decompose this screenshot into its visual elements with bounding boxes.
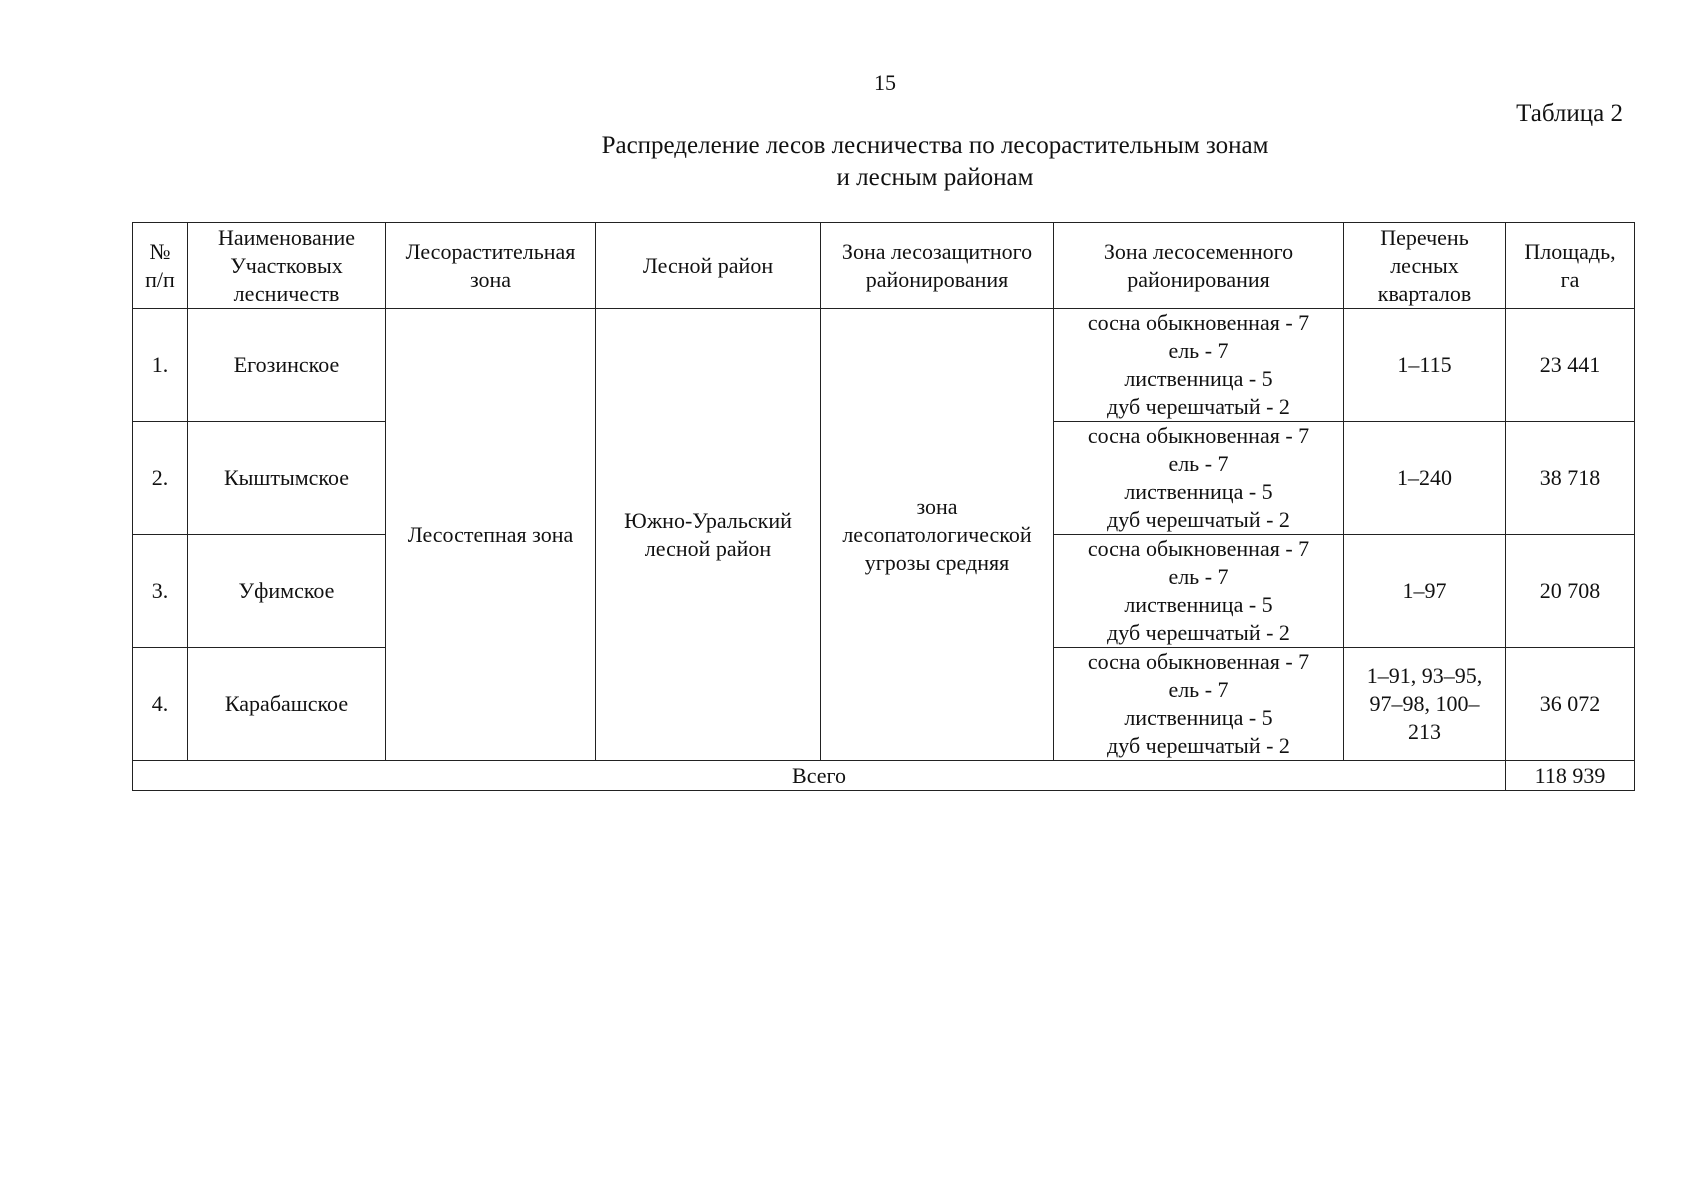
table-title-line-2: и лесным районам [836, 164, 1034, 191]
cell-area: 36 072 [1506, 648, 1635, 761]
seed-line: сосна обыкновенная - 7 [1087, 649, 1310, 674]
table-label: Таблица 2 [1516, 100, 1623, 127]
header-text: Площадь, [1524, 238, 1616, 264]
header-text: Зона лесосеменного [1103, 238, 1294, 264]
cell-name: Егозинское [188, 309, 386, 422]
seed-line: ель - 7 [1168, 338, 1229, 363]
header-veg-zone [386, 223, 596, 309]
cell-text: Лесостепная зона [407, 521, 574, 547]
header-text: Участковых [230, 252, 343, 278]
cell-num: 3. [133, 535, 188, 648]
header-seed-zone [1054, 223, 1344, 309]
header-text: № [149, 238, 171, 264]
cell-text: лесной район [644, 535, 772, 561]
cell-num: 4. [133, 648, 188, 761]
total-row [133, 761, 1635, 791]
header-text: Лесорастительная [405, 238, 576, 264]
header-num [133, 223, 188, 309]
cell-text: лесопатологической [842, 521, 1032, 547]
cell-area: 20 708 [1506, 535, 1635, 648]
header-text: Лесной район [642, 252, 774, 278]
quarters-line: 97–98, 100– [1369, 691, 1480, 716]
header-row [133, 223, 1635, 309]
page-number: 15 [874, 70, 896, 95]
cell-seed-zone [1054, 422, 1344, 535]
header-text: га [1560, 266, 1580, 292]
seed-line: сосна обыкновенная - 7 [1087, 423, 1310, 448]
table-title-line-1: Распределение лесов лесничества по лесорастительным зонам [601, 132, 1269, 159]
header-text: Зона лесозащитного [841, 238, 1033, 264]
header-quarters [1344, 223, 1506, 309]
header-area [1506, 223, 1635, 309]
cell-name: Кыштымское [188, 422, 386, 535]
cell-area: 23 441 [1506, 309, 1635, 422]
header-text: Перечень [1380, 224, 1469, 250]
seed-line: дуб черешчатый - 2 [1107, 507, 1290, 532]
header-text: п/п [145, 266, 175, 292]
quarters-line: 1–97 [1402, 578, 1447, 603]
total-area: 118 939 [1506, 761, 1635, 791]
table-row [133, 309, 1635, 422]
header-text: лесных [1390, 252, 1459, 278]
quarters-line: 213 [1408, 719, 1441, 744]
seed-line: ель - 7 [1168, 564, 1229, 589]
cell-quarters [1344, 535, 1506, 648]
cell-protect-zone [821, 309, 1054, 761]
cell-text: угрозы средняя [864, 549, 1010, 575]
cell-seed-zone [1054, 309, 1344, 422]
forest-distribution-table [132, 222, 1635, 791]
seed-line: дуб черешчатый - 2 [1107, 620, 1290, 645]
quarters-line: 1–240 [1397, 465, 1452, 490]
seed-line: лиственница - 5 [1124, 479, 1273, 504]
header-text: лесничеств [233, 280, 340, 306]
header-forest-district [596, 223, 821, 309]
cell-seed-zone [1054, 648, 1344, 761]
header-text: зона [469, 266, 512, 292]
seed-line: лиственница - 5 [1124, 366, 1273, 391]
cell-text: Южно-Уральский [624, 507, 792, 533]
quarters-line: 1–91, 93–95, [1366, 663, 1483, 688]
total-label: Всего [133, 761, 1506, 791]
cell-seed-zone [1054, 535, 1344, 648]
seed-line: лиственница - 5 [1124, 592, 1273, 617]
cell-area: 38 718 [1506, 422, 1635, 535]
cell-name: Уфимское [188, 535, 386, 648]
quarters-line: 1–115 [1397, 352, 1452, 377]
cell-forest-district [596, 309, 821, 761]
seed-line: дуб черешчатый - 2 [1107, 394, 1290, 419]
header-protect-zone [821, 223, 1054, 309]
header-text: Наименование [217, 224, 356, 250]
cell-veg-zone [386, 309, 596, 761]
seed-line: дуб черешчатый - 2 [1107, 733, 1290, 758]
seed-line: ель - 7 [1168, 451, 1229, 476]
cell-quarters [1344, 648, 1506, 761]
cell-num: 2. [133, 422, 188, 535]
header-text: районирования [1127, 266, 1270, 292]
seed-line: сосна обыкновенная - 7 [1087, 310, 1310, 335]
header-name [188, 223, 386, 309]
cell-name: Карабашское [188, 648, 386, 761]
header-text: кварталов [1377, 280, 1472, 306]
table-title [380, 130, 1490, 194]
cell-text: зона [916, 493, 958, 519]
seed-line: ель - 7 [1168, 677, 1229, 702]
seed-line: лиственница - 5 [1124, 705, 1273, 730]
cell-quarters [1344, 309, 1506, 422]
seed-line: сосна обыкновенная - 7 [1087, 536, 1310, 561]
cell-num: 1. [133, 309, 188, 422]
cell-quarters [1344, 422, 1506, 535]
header-text: районирования [865, 266, 1009, 292]
